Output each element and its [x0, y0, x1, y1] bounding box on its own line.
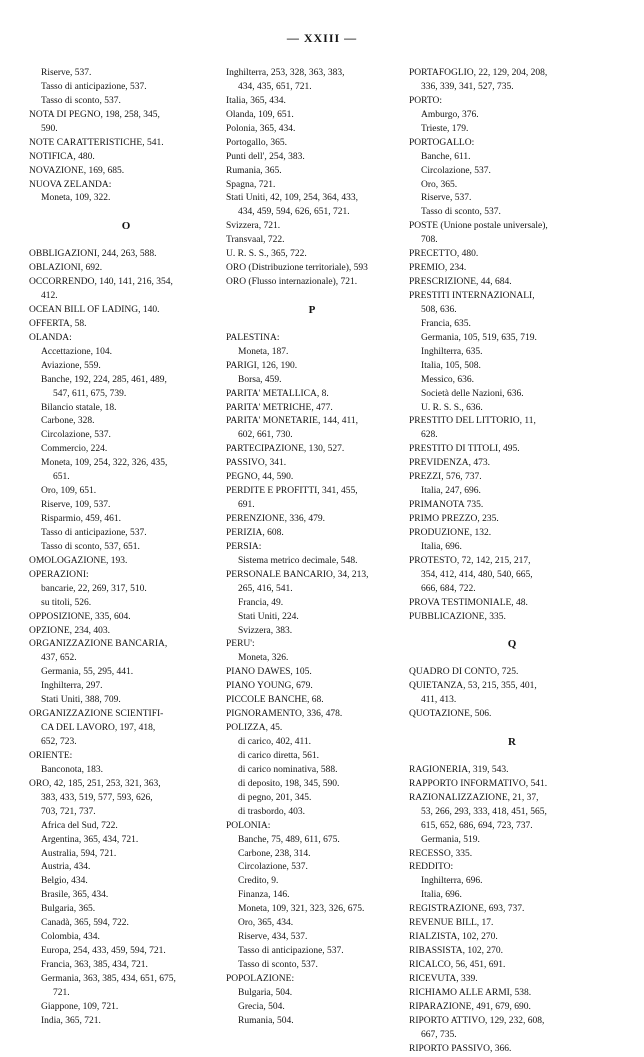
index-column-left	[29, 67, 223, 1029]
index-entry-line: Transvaal, 722.	[226, 235, 285, 246]
index-entry-line: PARIGI, 126, 190.	[226, 360, 298, 371]
index-entry-line: Tasso di sconto, 537.	[421, 207, 501, 218]
index-entry-line: RICHIAMO ALLE ARMI, 538.	[409, 987, 532, 998]
index-entry-line: Svizzera, 383.	[238, 625, 293, 636]
index-entry-line: PRESTITO DI TITOLI, 495.	[409, 444, 520, 455]
blank-line	[409, 750, 615, 764]
index-entry-line: PERDITE E PROFITTI, 341, 455,	[226, 486, 358, 497]
index-entry-line: PIANO YOUNG, 679.	[226, 681, 313, 692]
index-entry-line: PREMIO, 234.	[409, 263, 467, 274]
index-entry-line: RAZIONALIZZAZIONE, 21, 37,	[409, 792, 539, 803]
index-entry-line: su titoli, 526.	[41, 597, 92, 608]
index-entry-line: Moneta, 109, 254, 322, 326, 435,	[41, 458, 168, 469]
index-entry-line: PREZZI, 576, 737.	[409, 472, 482, 483]
index-entry-line: POSTE (Unione postale universale),	[409, 221, 548, 232]
index-entry-line: RAGIONERIA, 319, 543.	[409, 764, 509, 775]
index-entry-line: Inghilterra, 696.	[421, 876, 483, 887]
index-entry-line: POLIZZA, 45.	[226, 723, 283, 734]
index-column-right	[409, 67, 615, 1057]
index-entry-line: QUOTAZIONE, 506.	[409, 709, 492, 720]
index-entry-line: Germania, 105, 519, 635, 719.	[421, 332, 537, 343]
index-entry-line: PUBBLICAZIONE, 335.	[409, 611, 506, 622]
index-entry-line: PRODUZIONE, 132.	[409, 527, 492, 538]
index-entry-line: 628.	[421, 430, 438, 441]
index-entry-line: 721.	[53, 987, 70, 998]
index-entry-line: 354, 412, 414, 480, 540, 665,	[421, 569, 533, 580]
index-entry-line: PRESTITI INTERNAZIONALI,	[409, 291, 535, 301]
index-entry-line: Messico, 636.	[421, 374, 475, 385]
index-entry-line: Oro, 365.	[421, 179, 458, 190]
index-entry-line: OCCORRENDO, 140, 141, 216, 354,	[29, 277, 173, 288]
index-entry-line: PEGNO, 44, 590.	[226, 472, 294, 483]
index-entry-line: OPERAZIONI:	[29, 569, 89, 580]
index-entry-line: QUADRO DI CONTO, 725.	[409, 667, 519, 678]
index-entry-line: OBBLIGAZIONI, 244, 263, 588.	[29, 249, 157, 260]
index-entry-line: U. R. S. S., 365, 722.	[226, 249, 307, 260]
index-entry-line: Inghilterra, 297.	[41, 681, 103, 692]
index-entry-line: Oro, 365, 434.	[238, 918, 294, 929]
index-entry-line: ORGANIZZAZIONE SCIENTIFI-	[29, 709, 164, 720]
blank-line	[409, 652, 615, 666]
index-entry-line: ORO, 42, 185, 251, 253, 321, 363,	[29, 778, 161, 789]
index-entry-line: POPOLAZIONE:	[226, 973, 295, 984]
index-entry-line: di carico diretta, 561.	[238, 750, 319, 761]
index-entry-line: Amburgo, 376.	[421, 109, 479, 120]
index-entry-line: OMOLOGAZIONE, 193.	[29, 555, 128, 566]
index-entry-line: PERENZIONE, 336, 479.	[226, 514, 325, 524]
index-entry-line: Australia, 594, 721.	[41, 848, 117, 859]
index-entry-line: Francia, 363, 385, 434, 721.	[41, 960, 148, 970]
index-entry-line: Austria, 434.	[41, 862, 91, 873]
index-entry-line: REDDITO:	[409, 862, 454, 873]
index-entry-line: PRESTITO DEL LITTORIO, 11,	[409, 416, 536, 427]
index-entry-line: RIPORTO ATTIVO, 129, 232, 608,	[409, 1015, 545, 1026]
index-entry-line: 703, 721, 737.	[41, 806, 96, 817]
index-entry-line: Italia, 696.	[421, 541, 462, 552]
index-entry-line: RIBASSISTA, 102, 270.	[409, 946, 503, 957]
index-entry-line: POLONIA:	[226, 820, 271, 831]
index-entry-line: 383, 433, 519, 577, 593, 626,	[41, 792, 153, 803]
index-entry-line: Finanza, 146.	[238, 890, 290, 901]
index-entry-line: di trasbordo, 403.	[238, 806, 306, 817]
index-entry-line: QUIETANZA, 53, 215, 355, 401,	[409, 681, 537, 692]
index-entry-line: Svizzera, 721.	[226, 221, 281, 232]
blank-line	[226, 290, 398, 304]
index-entry-line: Banconota, 183.	[41, 764, 104, 775]
index-entry-line: RAPPORTO INFORMATIVO, 541.	[409, 778, 548, 789]
index-entry-line: Francia, 49.	[238, 597, 284, 608]
index-entry-line: di carico nominativa, 588.	[238, 764, 338, 775]
index-entry-line: 615, 652, 686, 694, 723, 737.	[421, 820, 533, 831]
index-entry-line: RICEVUTA, 339.	[409, 973, 478, 984]
index-entry-line: OPZIONE, 234, 403.	[29, 625, 111, 636]
index-entry-line: Carbone, 328.	[41, 416, 95, 427]
blank-line	[409, 625, 615, 639]
index-entry-line: NUOVA ZELANDA:	[29, 179, 112, 190]
index-entry-line: RIALZISTA, 102, 270.	[409, 932, 498, 943]
index-entry-line: Circolazione, 537.	[41, 430, 111, 441]
index-entry-line: PARITA' METRICHE, 477.	[226, 402, 333, 413]
index-entry-line: PRIMO PREZZO, 235.	[409, 514, 499, 524]
index-entry-line: 691.	[238, 500, 255, 511]
index-entry-line: Inghilterra, 635.	[421, 346, 483, 357]
index-entry-line: Tasso di anticipazione, 537.	[41, 81, 147, 92]
index-entry-line: Africa del Sud, 722.	[41, 820, 118, 831]
index-entry-line: Banche, 75, 489, 611, 675.	[238, 834, 340, 845]
index-entry-line: Francia, 635.	[421, 318, 471, 329]
index-entry-line: OFFERTA, 58.	[29, 318, 87, 329]
index-entry-line: 547, 611, 675, 739.	[53, 388, 127, 399]
index-entry-line: PRESCRIZIONE, 44, 684.	[409, 277, 512, 288]
section-letter-heading: P	[308, 303, 316, 316]
index-entry-line: RIPARAZIONE, 491, 679, 690.	[409, 1001, 531, 1012]
index-entry-line: Belgio, 434.	[41, 876, 88, 887]
index-entry-line: Riserve, 537.	[41, 68, 92, 78]
index-entry-line: Bulgaria, 504.	[238, 987, 293, 998]
index-entry-line: Risparmio, 459, 461.	[41, 514, 121, 524]
index-entry-line: Olanda, 109, 651.	[226, 109, 294, 120]
index-entry-line: Rumania, 365.	[226, 165, 282, 176]
index-entry-line: Brasile, 365, 434.	[41, 890, 109, 901]
index-entry-line: Bilancio statale, 18.	[41, 402, 117, 413]
index-entry-line: 412.	[41, 291, 58, 301]
index-entry-line: Circolazione, 537.	[421, 165, 491, 176]
index-entry-line: PORTAFOGLIO, 22, 129, 204, 208,	[409, 68, 548, 78]
section-letter-heading: R	[508, 736, 516, 748]
index-entry-line: Germania, 55, 295, 441.	[41, 667, 134, 678]
index-entry-line: PERU':	[226, 639, 255, 650]
index-entry-line: ORIENTE:	[29, 750, 73, 761]
index-entry-line: 411, 413.	[421, 695, 457, 706]
index-entry-line: Commercio, 224.	[41, 444, 108, 455]
index-entry-line: PERIZIA, 608.	[226, 527, 284, 538]
index-entry-line: PIANO DAWES, 105.	[226, 667, 312, 678]
section-letter-heading: Q	[507, 638, 517, 651]
blank-line	[409, 722, 615, 736]
index-entry-line: 667, 735.	[421, 1029, 457, 1040]
index-entry-line: PROTESTO, 72, 142, 215, 217,	[409, 555, 531, 566]
index-entry-line: 265, 416, 541.	[238, 583, 293, 594]
index-entry-line: Europa, 254, 433, 459, 594, 721.	[41, 946, 166, 957]
index-entry-line: Tasso di anticipazione, 537.	[41, 527, 147, 538]
index-entry-line: Riserve, 434, 537.	[238, 932, 308, 943]
index-entry-line: Oro, 109, 651.	[41, 486, 97, 497]
index-entry-line: Tasso di sconto, 537.	[238, 960, 318, 970]
index-entry-line: OPPOSIZIONE, 335, 604.	[29, 611, 131, 622]
index-entry-line: 666, 684, 722.	[421, 583, 476, 594]
index-entry-line: Portogallo, 365.	[226, 137, 287, 148]
index-entry-line: Inghilterra, 253, 328, 363, 383,	[226, 68, 345, 78]
index-entry-line: Tasso di sconto, 537.	[41, 95, 121, 106]
index-entry-line: CA DEL LAVORO, 197, 418,	[41, 723, 156, 734]
index-entry-line: Società delle Nazioni, 636.	[421, 388, 524, 399]
index-entry-line: OLANDA:	[29, 332, 72, 343]
index-entry-line: Bulgaria, 365.	[41, 904, 96, 915]
index-entry-line: PARITA' METALLICA, 8.	[226, 388, 329, 399]
index-entry-line: India, 365, 721.	[41, 1015, 101, 1026]
index-entry-line: RIPORTO PASSIVO, 366.	[409, 1043, 512, 1054]
index-entry-line: OCEAN BILL OF LADING, 140.	[29, 304, 160, 315]
index-entry-line: Polonia, 365, 434.	[226, 123, 296, 134]
index-entry-line: PRIMANOTA 735.	[409, 500, 484, 511]
index-entry-line: PIGNORAMENTO, 336, 478.	[226, 709, 343, 720]
index-entry-line: Tasso di anticipazione, 537.	[238, 946, 344, 957]
index-entry-line: NOVAZIONE, 169, 685.	[29, 165, 125, 176]
index-entry-line: Italia, 365, 434.	[226, 95, 286, 106]
index-entry-line: Italia, 105, 508.	[421, 360, 481, 371]
index-entry-line: NOTIFICA, 480.	[29, 151, 95, 162]
index-entry-line: Moneta, 326.	[238, 653, 289, 664]
index-entry-line: 53, 266, 293, 333, 418, 451, 565,	[421, 806, 547, 817]
index-entry-line: Borsa, 459.	[238, 374, 282, 385]
index-entry-line: Italia, 247, 696.	[421, 486, 481, 497]
index-entry-line: OBLAZIONI, 692.	[29, 263, 103, 274]
index-entry-line: REVENUE BILL, 17.	[409, 918, 494, 929]
index-entry-line: RECESSO, 335.	[409, 848, 473, 859]
index-column-middle	[226, 67, 398, 1029]
index-entry-line: PROVA TESTIMONIALE, 48.	[409, 597, 528, 608]
index-entry-line: 437, 652.	[41, 653, 77, 664]
index-entry-line: Stati Uniti, 224.	[238, 611, 299, 622]
index-entry-line: Argentina, 365, 434, 721.	[41, 834, 139, 845]
index-entry-line: Colombia, 434.	[41, 932, 100, 943]
index-entry-line: Tasso di sconto, 537, 651.	[41, 541, 140, 552]
index-entry-line: PERSIA:	[226, 541, 262, 552]
index-entry-line: REGISTRAZIONE, 693, 737.	[409, 904, 525, 915]
blank-line	[29, 206, 223, 220]
index-entry-line: Rumania, 504.	[238, 1015, 294, 1026]
index-entry-line: PORTOGALLO:	[409, 137, 475, 148]
index-entry-line: di carico, 402, 411.	[238, 737, 311, 747]
index-entry-line: 651.	[53, 472, 70, 483]
index-entry-line: Spagna, 721.	[226, 179, 276, 190]
index-entry-line: 602, 661, 730.	[238, 430, 293, 441]
index-entry-line: PASSIVO, 341.	[226, 458, 287, 469]
index-entry-line: Germania, 519.	[421, 834, 480, 845]
index-entry-line: ORO (Distribuzione territoriale), 593	[226, 263, 368, 274]
index-entry-line: Stati Uniti, 388, 709.	[41, 695, 121, 706]
index-entry-line: Canadà, 365, 594, 722.	[41, 918, 129, 929]
section-letter-heading: O	[121, 220, 131, 233]
index-entry-line: 590.	[41, 123, 58, 134]
index-entry-line: PALESTINA:	[226, 332, 280, 343]
index-entry-line: PORTO:	[409, 95, 443, 106]
index-entry-line: bancarie, 22, 269, 317, 510.	[41, 583, 147, 594]
index-entry-line: Moneta, 109, 322.	[41, 193, 111, 204]
index-entry-line: Accettazione, 104.	[41, 346, 112, 357]
blank-line	[29, 234, 223, 248]
index-entry-line: Sistema metrico decimale, 548.	[238, 555, 358, 566]
index-entry-line: RICALCO, 56, 451, 691.	[409, 960, 506, 970]
index-entry-line: 508, 636.	[421, 304, 457, 315]
index-entry-line: NOTE CARATTERISTICHE, 541.	[29, 137, 164, 148]
index-entry-line: Aviazione, 559.	[41, 360, 101, 371]
index-entry-line: NOTA DI PEGNO, 198, 258, 345,	[29, 109, 160, 120]
index-entry-line: PREVIDENZA, 473.	[409, 458, 491, 469]
index-entry-line: ORO (Flusso internazionale), 721.	[226, 277, 358, 288]
index-entry-line: PICCOLE BANCHE, 68.	[226, 695, 324, 706]
index-entry-line: 434, 435, 651, 721.	[238, 81, 312, 92]
index-entry-line: di pegno, 201, 345.	[238, 792, 312, 803]
index-entry-line: PRECETTO, 480.	[409, 249, 479, 260]
index-entry-line: Moneta, 109, 321, 323, 326, 675.	[238, 904, 365, 915]
blank-line	[226, 318, 398, 332]
index-entry-line: Italia, 696.	[421, 890, 462, 901]
index-entry-line: Riserve, 109, 537.	[41, 500, 111, 511]
index-entry-line: Punti dell', 254, 383.	[226, 151, 305, 162]
index-entry-line: Germania, 363, 385, 434, 651, 675,	[41, 973, 176, 984]
index-entry-line: 336, 339, 341, 527, 735.	[421, 81, 514, 92]
page-number: — XXIII —	[286, 31, 358, 45]
index-entry-line: PARTECIPAZIONE, 130, 527.	[226, 444, 345, 455]
index-entry-line: di deposito, 198, 345, 590.	[238, 778, 340, 789]
index-entry-line: 652, 723.	[41, 737, 77, 747]
index-entry-line: 434, 459, 594, 626, 651, 721.	[238, 207, 350, 218]
index-entry-line: 708.	[421, 235, 438, 246]
index-entry-line: Grecia, 504.	[238, 1001, 285, 1012]
index-entry-line: Trieste, 179.	[421, 123, 469, 134]
index-entry-line: PERSONALE BANCARIO, 34, 213,	[226, 569, 369, 580]
index-entry-line: Credito, 9.	[238, 876, 279, 887]
index-entry-line: Circolazione, 537.	[238, 862, 308, 873]
index-entry-line: PARITA' MONETARIE, 144, 411,	[226, 416, 358, 427]
index-entry-line: U. R. S. S., 636.	[421, 402, 483, 413]
index-entry-line: Moneta, 187.	[238, 346, 289, 357]
index-entry-line: Carbone, 238, 314.	[238, 848, 311, 859]
index-entry-line: Banche, 192, 224, 285, 461, 489,	[41, 374, 167, 385]
index-entry-line: ORGANIZZAZIONE BANCARIA,	[29, 639, 168, 650]
index-entry-line: Banche, 611.	[421, 151, 471, 162]
index-entry-line: Stati Uniti, 42, 109, 254, 364, 433,	[226, 193, 358, 204]
index-entry-line: Giappone, 109, 721.	[41, 1001, 119, 1012]
index-entry-line: Riserve, 537.	[421, 193, 472, 204]
